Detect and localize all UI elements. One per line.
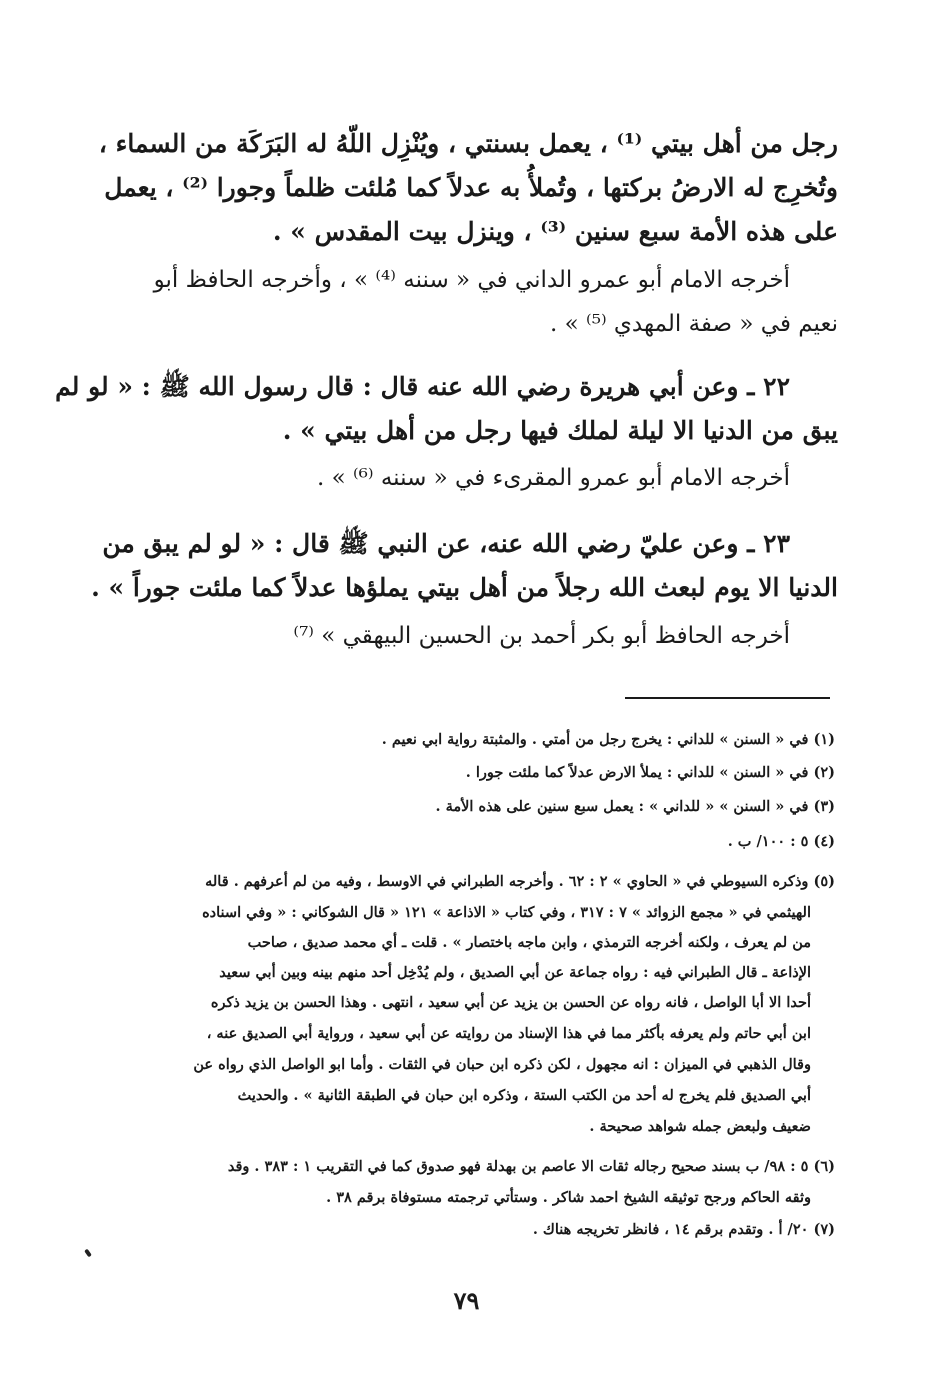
text-line: الدنيا الا يوم لبعث الله رجلاً من أهل بيتي يملؤها عدلاً كما ملئت جوراً » . <box>91 573 838 602</box>
text-line: رجل من أهل بيتي ⁽¹⁾ ، يعمل بسنتي ، ويُنْزِل اللّهُ له البَرَكَة من السماء ، <box>98 129 838 158</box>
takhrij-22-paragraph <box>138 456 838 500</box>
text-line: يبق من الدنيا الا ليلة لملك فيها رجل من أهل بيتي » . <box>282 416 838 445</box>
footnote-7: (٧) ٢٠/ أ . وتقدم برقم ١٤ ، فانظر تخريجه هناك . <box>532 1221 835 1238</box>
hadith-paragraph-continuation <box>98 122 838 254</box>
footnote-1: (١) في « السنن » للداني : يخرج رجل من أمتي . والمثبتة رواية ابي نعيم . <box>381 731 835 748</box>
takhrij-23-paragraph <box>138 614 838 658</box>
text-line: نعيم في « صفة المهدي ⁽⁵⁾ » . <box>550 311 838 337</box>
text-line: وتُخرِج له الارضُ بركتها ، وتُملأُ به عدلاً كما مُلئت ظلماً وجورا ⁽²⁾ ، يعمل <box>104 173 838 202</box>
takhrij-paragraph <box>138 258 838 346</box>
footnote-5-line: الإذاعة ـ قال الطبراني فيه : رواه جماعة عن أبي الصديق ، ولم يُدْخِل أحد منهم بينه وبين أبي سعيد <box>219 964 811 981</box>
footnote-5-line: وقال الذهبي في الميزان : انه مجهول ، لكن ذكره ابن حبان في الثقات . وأما ابو الواصل الذي رواه عن <box>193 1056 811 1073</box>
footnote-5-line: أبي الصديق فلم يخرج له أحد من الكتب الستة ، وذكره ابن حبان في الطبقة الثانية » . والحديث <box>237 1087 811 1104</box>
footnote-2: (٢) في « السنن » للداني : يملأ الارض عدلاً كما ملئت جورا . <box>465 764 835 781</box>
footnote-5-line: (٥) وذكره السيوطي في « الحاوي » ٢ : ٦٢ . وأخرجه الطبراني في الاوسط ، وفيه من لم أعرفهم . قاله <box>205 873 835 890</box>
footnote-5-line: من لم يعرف ، ولكنه أخرجه الترمذي ، وابن ماجه باختصار » . قلت ـ أي محمد صديق ، صاحب <box>247 934 811 951</box>
hadith-22-paragraph <box>55 365 838 453</box>
footnote-6-line: (٦) ٥ : ٩٨/ ب بسند صحيح رجاله ثقات الا عاصم بن بهدلة فهو صدوق كما في التقريب ١ : ٣٨٣ . وقد <box>227 1158 835 1175</box>
footnote-5-line: ابن أبي حاتم ولم يعرفه بأكثر مما في هذا الإسناد من روايته عن أبي سعيد ، ورواية أبي الصديق عنه ، <box>206 1025 811 1042</box>
text-line: ٢٣ ـ وعن عليّ رضي الله عنه، عن النبي ﷺ قال : « لو لم يبق من <box>102 529 790 558</box>
footnote-5-line: الهيثمي في « مجمع الزوائد » ٧ : ٣١٧ ، وفي كتاب « الاذاعة » ١٢١ « قال الشوكاني : « وفي اسناده <box>202 904 811 921</box>
footnote-6-line: وثقه الحاكم ورجح توثيقه الشيخ احمد شاكر . وستأتي ترجمته مستوفاة برقم ٣٨ . <box>326 1189 811 1206</box>
hadith-23-paragraph <box>91 522 838 610</box>
footnote-4: (٤) ٥ : ١٠٠/ ب . <box>727 833 835 850</box>
footnote-separator <box>625 697 830 699</box>
text-line: أخرجه الامام أبو عمرو المقرىء في « سننه ⁽⁶⁾ » . <box>317 465 790 491</box>
footnote-5-line: أحدا الا أبا الواصل ، فانه رواه عن الحسن بن يزيد عن أبي سعيد ، انتهى . وهذا الحسن بن يزيد ذكره <box>210 994 811 1011</box>
page-number: ٧٩ <box>453 1286 480 1315</box>
footnote-3: (٣) في « السنن » « للداني » : يعمل سبع سنين على هذه الأمة . <box>435 798 835 815</box>
text-line: أخرجه الحافظ أبو بكر أحمد بن الحسين البيهقي » ⁽⁷⁾ <box>293 623 790 649</box>
text-line: ٢٢ ـ وعن أبي هريرة رضي الله عنه قال : قال رسول الله ﷺ : « لو لم <box>55 372 790 401</box>
scan-speck <box>84 1249 92 1258</box>
footnote-5-line: ضعيف ولبعض جمله شواهد صحيحة . <box>589 1118 811 1135</box>
text-line: أخرجه الامام أبو عمرو الداني في « سننه ⁽⁴⁾ » ، وأخرجه الحافظ أبو <box>153 267 790 293</box>
text-line: على هذه الأمة سبع سنين ⁽³⁾ ، وينزل بيت المقدس » . <box>272 217 838 246</box>
